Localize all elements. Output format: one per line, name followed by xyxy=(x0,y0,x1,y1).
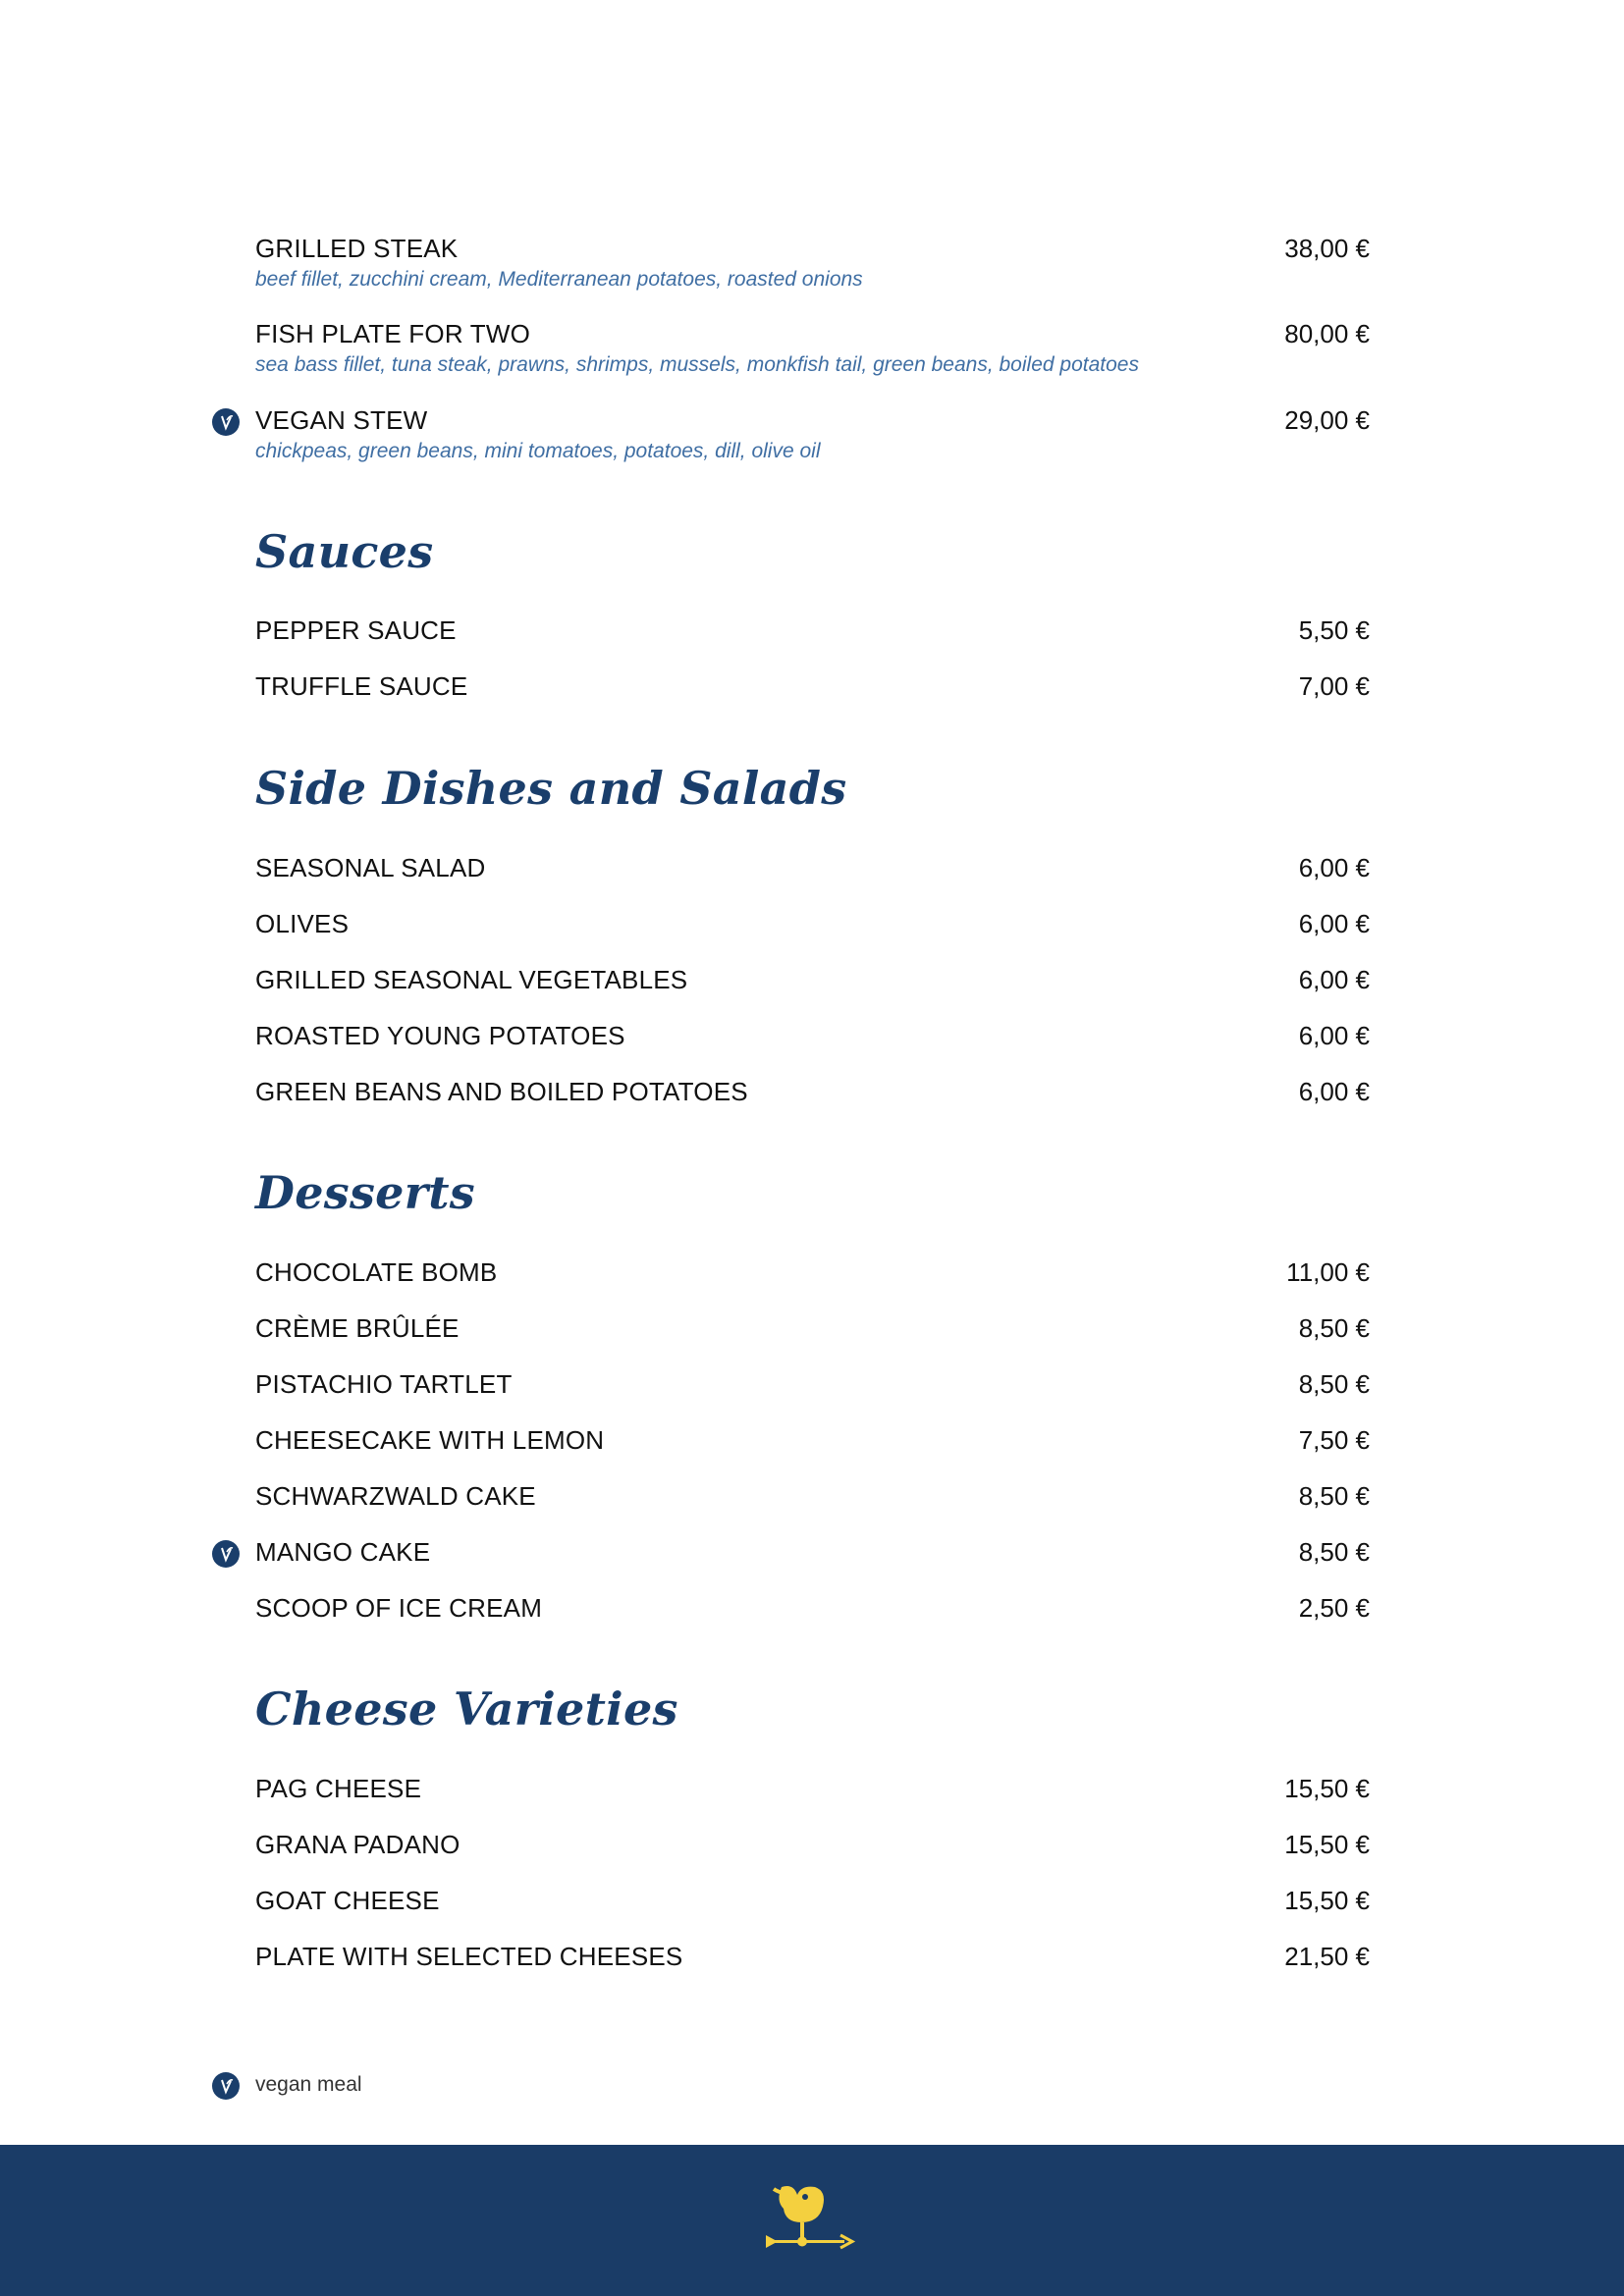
item-name: FISH PLATE FOR TWO xyxy=(255,319,530,348)
item-name: GRANA PADANO xyxy=(255,1830,460,1859)
footer-bar xyxy=(0,2145,1624,2296)
menu-item xyxy=(255,615,1370,646)
item-price: 8,50 € xyxy=(1298,1481,1370,1511)
item-price: 6,00 € xyxy=(1298,1021,1370,1050)
item-name: PISTACHIO TARTLET xyxy=(255,1369,513,1399)
item-name: PLATE WITH SELECTED CHEESES xyxy=(255,1942,683,1971)
menu-item xyxy=(255,1313,1370,1344)
item-name: TRUFFLE SAUCE xyxy=(255,671,468,701)
item-name: MANGO CAKE xyxy=(255,1537,431,1567)
item-price: 15,50 € xyxy=(1284,1830,1370,1859)
item-name: OLIVES xyxy=(255,909,350,938)
item-name: PEPPER SAUCE xyxy=(255,615,457,645)
item-price: 15,50 € xyxy=(1284,1774,1370,1803)
item-price: 7,50 € xyxy=(1298,1425,1370,1455)
item-name: GRILLED STEAK xyxy=(255,234,459,263)
item-name: GRILLED SEASONAL VEGETABLES xyxy=(255,965,688,994)
menu-item xyxy=(255,1942,1370,1972)
item-name: GOAT CHEESE xyxy=(255,1886,440,1915)
menu-item xyxy=(255,909,1370,939)
menu-item xyxy=(255,1481,1370,1512)
menu-item xyxy=(255,1886,1370,1916)
item-description: sea bass fillet, tuna steak, prawns, shrimps, mussels, monkfish tail, green beans, boiled potatoes xyxy=(255,353,1139,376)
item-price: 8,50 € xyxy=(1298,1313,1370,1343)
menu-item xyxy=(255,1021,1370,1051)
menu-item xyxy=(255,853,1370,883)
item-price: 8,50 € xyxy=(1298,1537,1370,1567)
item-price: 6,00 € xyxy=(1298,1077,1370,1106)
item-name: SCOOP OF ICE CREAM xyxy=(255,1593,543,1623)
menu-item xyxy=(255,1830,1370,1860)
item-name: CHOCOLATE BOMB xyxy=(255,1257,498,1287)
item-price: 6,00 € xyxy=(1298,965,1370,994)
menu-item xyxy=(255,1257,1370,1288)
section-title-desserts: Desserts xyxy=(255,1166,475,1219)
item-name: CHEESECAKE WITH LEMON xyxy=(255,1425,605,1455)
vegan-leaf-icon xyxy=(212,1540,240,1568)
item-price: 2,50 € xyxy=(1298,1593,1370,1623)
item-name: GREEN BEANS AND BOILED POTATOES xyxy=(255,1077,748,1106)
menu-item xyxy=(255,1077,1370,1107)
menu-item-fish-plate xyxy=(255,319,1370,377)
menu-item xyxy=(255,1537,1370,1568)
item-name: PAG CHEESE xyxy=(255,1774,422,1803)
section-title-cheese: Cheese Varieties xyxy=(255,1682,678,1735)
item-price: 7,00 € xyxy=(1298,671,1370,701)
item-description: beef fillet, zucchini cream, Mediterranean potatoes, roasted onions xyxy=(255,268,863,291)
item-name: SCHWARZWALD CAKE xyxy=(255,1481,536,1511)
menu-item xyxy=(255,965,1370,995)
item-name: VEGAN STEW xyxy=(255,405,428,435)
menu-item xyxy=(255,1774,1370,1804)
item-name: ROASTED YOUNG POTATOES xyxy=(255,1021,625,1050)
section-title-sauces: Sauces xyxy=(255,525,434,578)
item-price: 8,50 € xyxy=(1298,1369,1370,1399)
section-title-sides: Side Dishes and Salads xyxy=(255,762,847,815)
weathervane-bird-logo xyxy=(764,2179,862,2272)
menu-item xyxy=(255,1425,1370,1456)
item-name: CRÈME BRÛLÉE xyxy=(255,1313,460,1343)
menu-item-grilled-steak xyxy=(255,234,1370,292)
menu-item xyxy=(255,671,1370,702)
item-price: 29,00 € xyxy=(1284,405,1370,435)
legend-label: vegan meal xyxy=(255,2073,362,2096)
menu-item xyxy=(255,1593,1370,1624)
vegan-leaf-icon xyxy=(212,408,240,436)
vegan-leaf-icon xyxy=(212,2072,240,2100)
item-name: SEASONAL SALAD xyxy=(255,853,486,882)
item-price: 5,50 € xyxy=(1298,615,1370,645)
item-price: 11,00 € xyxy=(1286,1257,1370,1287)
item-price: 15,50 € xyxy=(1284,1886,1370,1915)
item-price: 38,00 € xyxy=(1284,234,1370,263)
item-description: chickpeas, green beans, mini tomatoes, potatoes, dill, olive oil xyxy=(255,440,821,462)
item-price: 21,50 € xyxy=(1284,1942,1370,1971)
item-price: 6,00 € xyxy=(1298,909,1370,938)
item-price: 6,00 € xyxy=(1298,853,1370,882)
menu-item-vegan-stew xyxy=(255,405,1370,463)
menu-item xyxy=(255,1369,1370,1400)
item-price: 80,00 € xyxy=(1284,319,1370,348)
